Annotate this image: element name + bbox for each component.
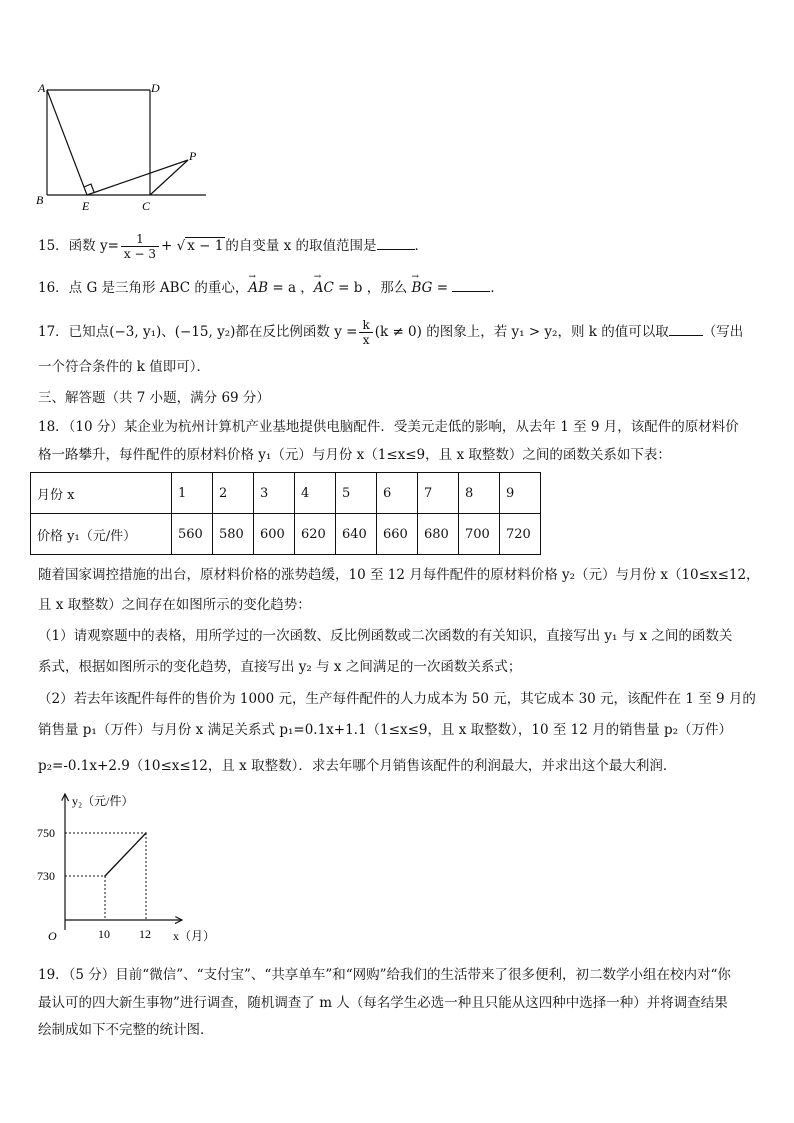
q18-line1: 18．（10 分）某企业为杭州计算机产业基地提供电脑配件．受美元走低的影响，从去年 1 至 9 月，该配件的原材料价 [38, 419, 739, 435]
q18-line2: 格一路攀升，每件配件的原材料价格 y₁（元）与月份 x（1≤x≤9，且 x 取整数）之间的函数关系如下表： [38, 447, 671, 463]
q19-line3: 绘制成如下不完整的统计图． [38, 1022, 214, 1038]
data-point [145, 832, 147, 834]
q18-line9: p₂=-0.1x+2.9（10≤x≤12，且 x 取整数）．求去年哪个月销售该配件的利润最大，并求出这个最大利润． [38, 758, 677, 774]
q18-line7: （2）若去年该配件每件的售价为 1000 元，生产每件配件的人力成本为 50 元，其它成本 30 元，该配件在 1 至 9 月的 [38, 691, 756, 707]
label-a: A [38, 81, 46, 95]
vector-ac: → AC [314, 279, 334, 297]
table-cell: 720 [500, 514, 541, 555]
table-cell: 1 [172, 473, 213, 514]
label-c: C [142, 199, 151, 213]
table-cell: 6 [377, 473, 418, 514]
label-b: B [36, 193, 44, 207]
q18-line8: 销售量 p₁（万件）与月份 x 满足关系式 p₁=0.1x+1.1（1≤x≤9，且 x 取整数），10 至 12 月的销售量 p₂（万件） [38, 722, 732, 738]
data-point [104, 875, 106, 877]
q15-radicand: x − 1 [187, 238, 224, 254]
x-axis-label: x（月） [173, 929, 216, 943]
vector-ab: → AB [248, 279, 268, 297]
table-cell: 620 [295, 514, 336, 555]
segment-cp [150, 160, 188, 195]
y-axis-label: y₂（元/件） [72, 794, 134, 808]
price-trend-chart [30, 788, 230, 948]
table-cell: 3 [254, 473, 295, 514]
segment-ep [87, 160, 188, 195]
q17-fraction: $\frac{k}{x}$ [359, 318, 372, 347]
table-cell: 7 [418, 473, 459, 514]
q15-fraction: $\frac{1}{x - 3}$ [121, 232, 159, 261]
q19-line2: 最认可的四大新生事物”进行调查，随机调查了 m 人（每名学生必选一种且只能从这四种中选择一种）并将调查结果 [38, 995, 728, 1011]
table-cell: 2 [213, 473, 254, 514]
table-cell: 5 [336, 473, 377, 514]
table-header-price: 价格 y₁（元/件） [31, 514, 172, 555]
q19-line1: 19．（5 分）目前“微信”、“支付宝”、“共享单车”和“网购”给我们的生活带来了很多便利，初二数学小组在校内对“你 [38, 967, 731, 983]
table-cell: 640 [336, 514, 377, 555]
label-p: P [189, 149, 197, 163]
vector-bg: → BG [412, 279, 433, 297]
table-header-month: 月份 x [31, 473, 172, 514]
section-3-heading: 三、解答题（共 7 小题，满分 69 分） [38, 390, 270, 406]
price-table [30, 472, 541, 555]
origin-label: O [48, 929, 57, 943]
q18-line3: 随着国家调控措施的出台，原材料价格的涨势趋缓，10 至 12 月每件配件的原材料价格 y₂（元）与月份 x（10≤x≤12， [38, 567, 760, 583]
q18-line5: （1）请观察题中的表格，用所学过的一次函数、反比例函数或二次函数的有关知识，直接写出 y₁ 与 x 之间的函数关 [38, 628, 733, 644]
answer-blank-15[interactable] [377, 237, 415, 250]
table-cell: 700 [459, 514, 500, 555]
geometry-figure [30, 78, 220, 218]
answer-blank-16[interactable] [452, 279, 490, 292]
table-row-month [31, 473, 541, 514]
question-16: 16．点 G 是三角形 ABC 的重心，→ AB = a ，→ AC = b ，那么 → BG = ． [38, 279, 504, 297]
question-17-line2: 一个符合条件的 k 值即可）． [38, 359, 211, 375]
x-tick-label: 10 [98, 927, 110, 941]
table-cell: 680 [418, 514, 459, 555]
label-e: E [82, 199, 90, 213]
y-tick-label: 750 [37, 826, 55, 840]
q18-line4: 且 x 取整数）之间存在如图所示的变化趋势： [38, 597, 311, 613]
table-row-price [31, 514, 541, 555]
table-cell: 580 [213, 514, 254, 555]
question-17-line1: 17．已知点(−3, y₁)、(−15, y₂)都在反比例函数 y = $\frac{k}{x}$ (k ≠ 0) 的图象上，若 y₁ > y₂，则 k 的值可以取 （写出 [38, 318, 744, 347]
q18-line6: 系式，根据如图所示的变化趋势，直接写出 y₂ 与 x 之间满足的一次函数关系式； [38, 659, 522, 675]
point-2: (−15, y₂) [174, 324, 236, 340]
x-tick-label: 12 [139, 927, 151, 941]
table-cell: 9 [500, 473, 541, 514]
segment-ae [47, 90, 87, 195]
table-cell: 560 [172, 514, 213, 555]
label-d: D [151, 81, 160, 95]
table-cell: 8 [459, 473, 500, 514]
answer-blank-17[interactable] [669, 323, 703, 336]
table-cell: 660 [377, 514, 418, 555]
question-15: 15．函数 y= $\frac{1}{x - 3}$ + √ x − 1 的自变量 x 的取值范围是 ． [38, 232, 429, 261]
series-line [105, 833, 146, 876]
table-cell: 4 [295, 473, 336, 514]
y-tick-label: 730 [37, 869, 55, 883]
point-1: (−3, y₁) [109, 324, 162, 340]
table-cell: 600 [254, 514, 295, 555]
